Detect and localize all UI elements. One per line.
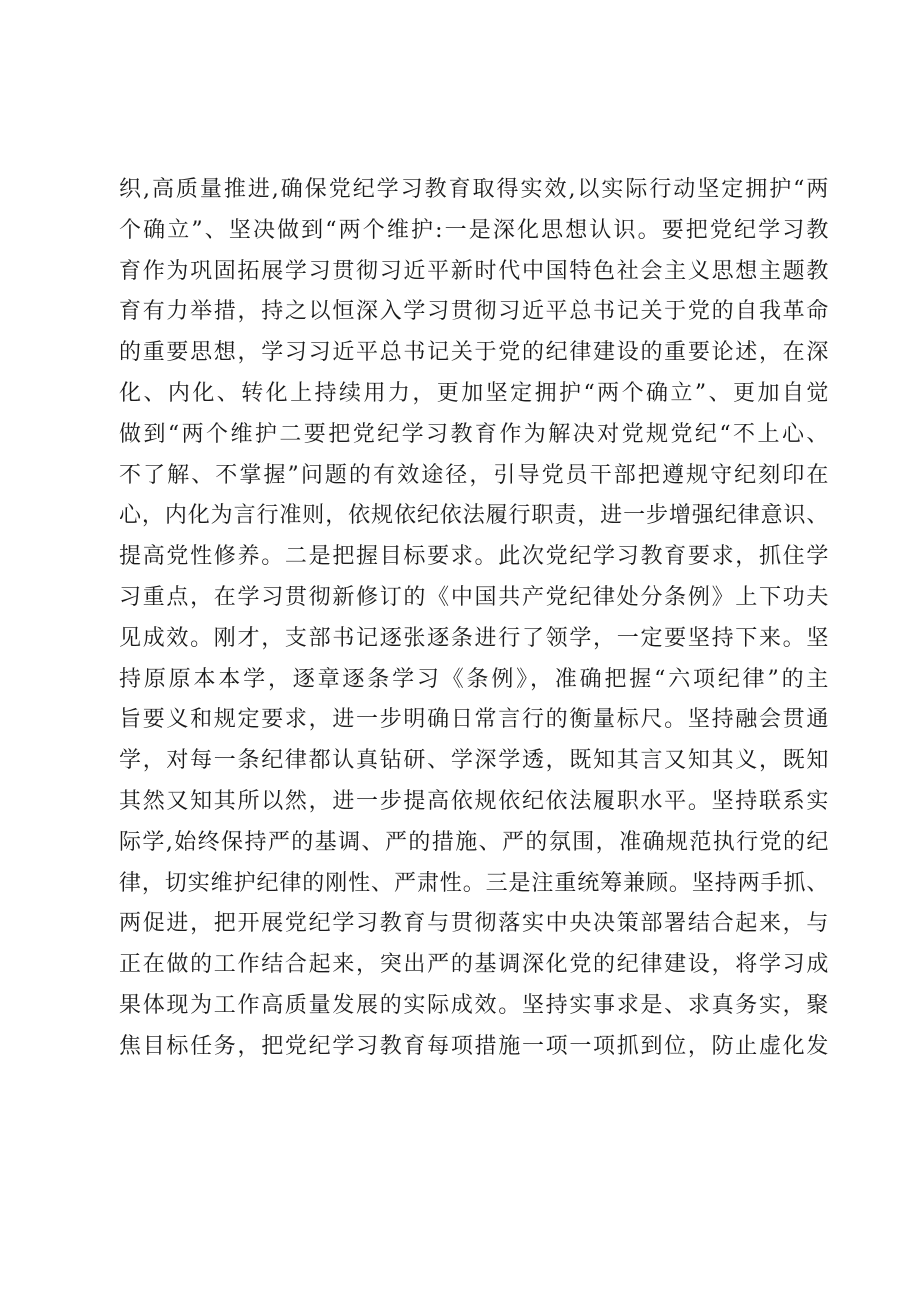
- text-line-13: 持原原本本学，逐章逐条学习《条例》，准确把握“六项纪律”的主: [119, 666, 829, 692]
- text-line-5: 的重要思想，学习习近平总书记关于党的纪律建设的重要论述，在深: [119, 340, 829, 366]
- text-line-18: 律，切实维护纪律的刚性、严肃性。三是注重统筹兼顾。坚持两手抓、: [119, 870, 829, 896]
- text-line-3: 育作为巩固拓展学习贯彻习近平新时代中国特色社会主义思想主题教: [119, 258, 829, 284]
- text-line-20: 正在做的工作结合起来，突出严的基调深化党的纪律建设，将学习成: [119, 952, 829, 978]
- text-line-17: 际学,始终保持严的基调、严的措施、严的氛围，准确规范执行党的纪: [119, 829, 829, 855]
- text-line-21: 果体现为工作高质量发展的实际成效。坚持实事求是、求真务实，聚: [119, 992, 829, 1018]
- text-line-16: 其然又知其所以然，进一步提高依规依纪依法履职水平。坚持联系实: [119, 788, 829, 814]
- text-line-12: 见成效。刚才，支部书记逐张逐条进行了领学，一定要坚持下来。坚: [119, 625, 829, 651]
- text-line-14: 旨要义和规定要求，进一步明确日常言行的衡量标尺。坚持融会贯通: [119, 707, 829, 733]
- body-paragraph: [119, 170, 829, 1068]
- text-line-4: 育有力举措，持之以恒深入学习贯彻习近平总书记关于党的自我革命: [119, 299, 829, 325]
- text-line-15: 学，对每一条纪律都认真钻研、学深学透，既知其言又知其义，既知: [119, 748, 829, 774]
- text-line-10: 提高党性修养。二是把握目标要求。此次党纪学习教育要求，抓住学: [119, 544, 829, 570]
- text-line-7: 做到“两个维护二要把党纪学习教育作为解决对党规党纪“不上心、: [119, 421, 829, 447]
- text-line-6: 化、内化、转化上持续用力，更加坚定拥护“两个确立”、更加自觉: [119, 380, 829, 406]
- text-line-11: 习重点，在学习贯彻新修订的《中国共产党纪律处分条例》上下功夫: [119, 584, 829, 610]
- text-line-8: 不了解、不掌握”问题的有效途径，引导党员干部把遵规守纪刻印在: [119, 462, 829, 488]
- text-line-22: 焦目标任务，把党纪学习教育每项措施一项一项抓到位，防止虚化发: [119, 1033, 829, 1059]
- text-line-1: 织,高质量推进,确保党纪学习教育取得实效,以实际行动坚定拥护“两: [119, 177, 829, 202]
- text-line-9: 心，内化为言行准则，依规依纪依法履行职责，进一步增强纪律意识、: [119, 503, 829, 529]
- text-line-19: 两促进，把开展党纪学习教育与贯彻落实中央决策部署结合起来，与: [119, 911, 829, 937]
- text-line-2: 个确立”、坚决做到“两个维护:一是深化思想认识。要把党纪学习教: [119, 217, 829, 243]
